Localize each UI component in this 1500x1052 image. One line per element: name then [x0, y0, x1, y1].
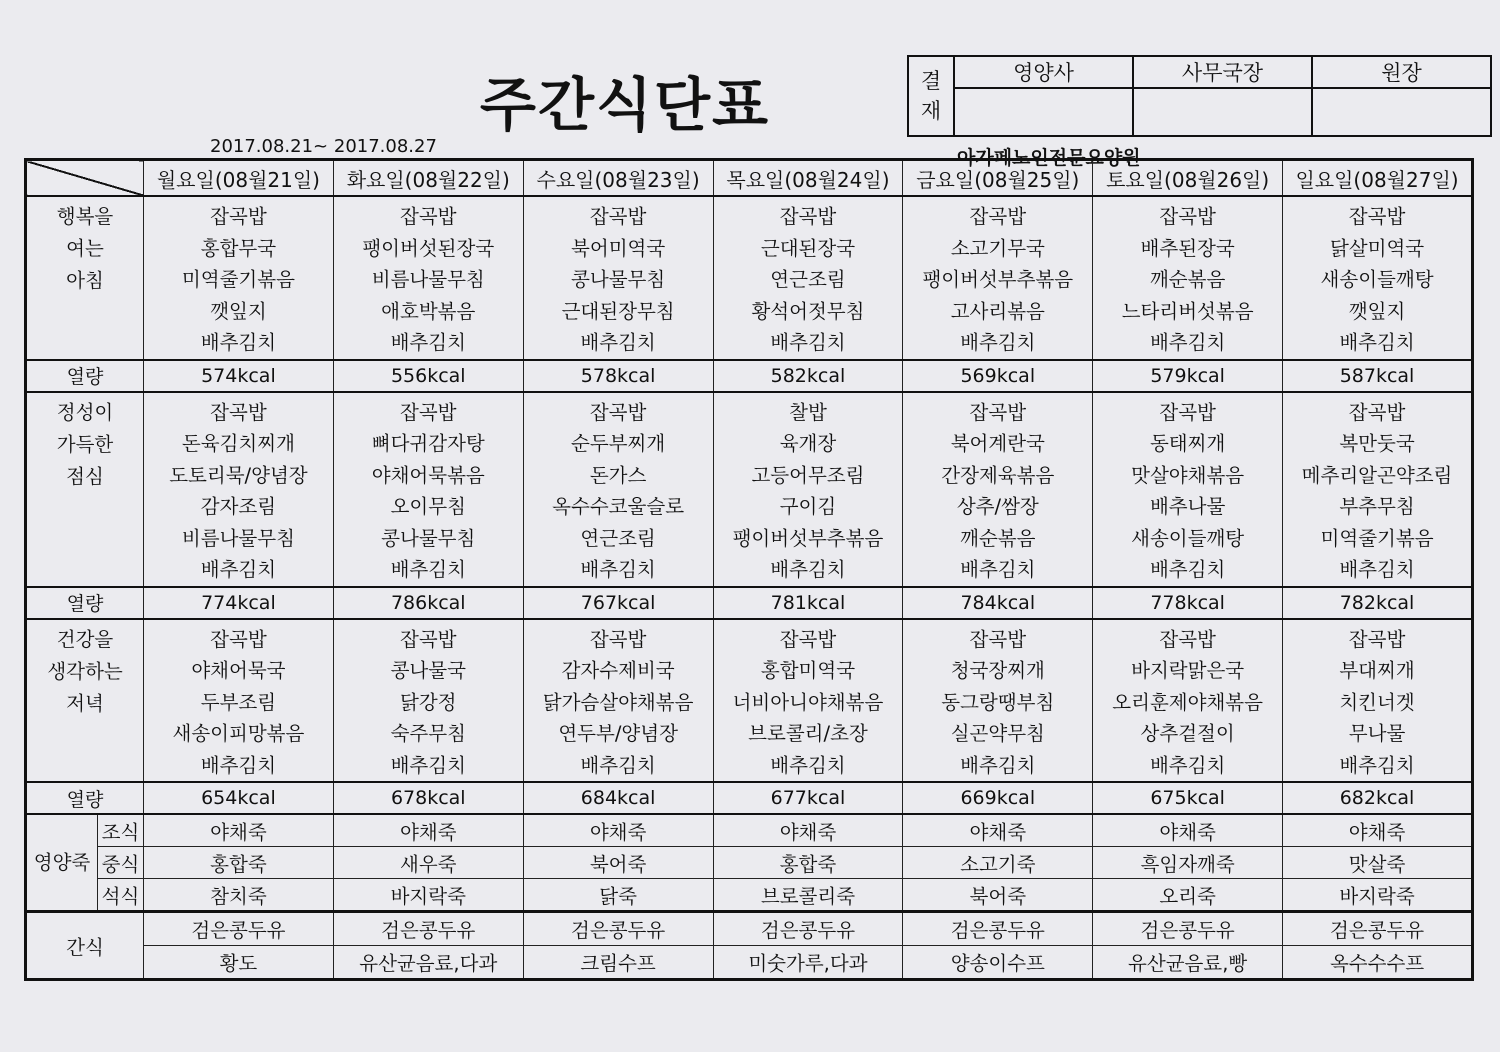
dish: 깨순볶음 [960, 526, 1036, 550]
approval-box [907, 55, 1492, 137]
dish: 잡곡밥 [589, 627, 647, 651]
dish: 치킨너겟 [1339, 690, 1415, 714]
dish: 닭살미역국 [1329, 236, 1425, 260]
dish: 근대된장무침 [561, 299, 675, 323]
dish: 야채어묵국 [191, 659, 286, 682]
dish: 배추김치 [390, 753, 466, 777]
menu-cell [1283, 392, 1473, 587]
dish: 잡곡밥 [210, 627, 267, 651]
kcal-value: 684kcal [523, 782, 713, 814]
porridge-item: 야채죽 [1093, 814, 1283, 847]
dish: 애호박볶음 [381, 299, 476, 323]
porridge-label [26, 814, 98, 912]
kcal-value: 778kcal [1093, 587, 1283, 619]
lunch-label [26, 392, 144, 587]
kcal-value: 784kcal [903, 587, 1093, 619]
porridge-item: 야채죽 [144, 814, 334, 847]
dish: 미역줄기볶음 [181, 268, 295, 291]
dish: 배추김치 [1149, 558, 1226, 581]
dish: 육개장 [779, 432, 837, 455]
day-header: 금요일(08월25일) [903, 160, 1093, 197]
kcal-value: 556kcal [333, 360, 523, 392]
dish: 구이김 [779, 495, 837, 518]
menu-cell [333, 196, 523, 360]
snack-item: 황도 [144, 946, 334, 980]
dish: 돈육김치찌개 [181, 432, 295, 455]
snack-item: 검은콩두유 [903, 912, 1093, 946]
menu-cell [144, 196, 334, 360]
dish: 돈가스 [589, 463, 647, 487]
dish: 배추김치 [580, 753, 656, 777]
dish: 배추김치 [200, 558, 277, 581]
menu-cell [903, 392, 1093, 587]
porridge-sub-label: 석식 [98, 879, 144, 912]
dish: 연근조림 [770, 268, 846, 291]
menu-cell [523, 196, 713, 360]
breakfast-kcal-row [26, 360, 1473, 392]
dish: 배추김치 [1339, 558, 1415, 581]
dish: 북어미역국 [571, 236, 666, 260]
organization-name: 아가페노인전문요양원 [957, 147, 1141, 169]
dish: 새송이들깨탕 [1131, 526, 1245, 550]
dish: 배추김치 [770, 331, 846, 354]
meal-label-line: 행복을 [56, 205, 114, 228]
day-header: 월요일(08월21일) [144, 160, 334, 197]
lunch-row [26, 392, 1473, 587]
meal-label-line: 가득한 [56, 432, 114, 456]
dish: 배추김치 [1149, 753, 1226, 777]
kcal-value: 774kcal [144, 587, 334, 619]
menu-cell [1283, 196, 1473, 360]
dish: 북어계란국 [950, 432, 1045, 455]
kcal-value: 579kcal [1093, 360, 1283, 392]
porridge-sub-label: 조식 [98, 814, 144, 847]
dish: 배추김치 [1339, 331, 1415, 354]
porridge-item: 홍합죽 [144, 847, 334, 879]
porridge-item: 브로콜리죽 [713, 879, 903, 912]
menu-cell [1283, 619, 1473, 783]
dish: 연두부/양념장 [558, 722, 678, 745]
dish: 오리훈제야채볶음 [1112, 690, 1263, 714]
menu-cell [144, 392, 334, 587]
dish: 비름나물무침 [371, 268, 485, 291]
dish: 소고기무국 [950, 236, 1045, 260]
kcal-label: 열량 [26, 587, 144, 619]
meal-label-line: 점심 [66, 464, 104, 488]
menu-cell [1093, 196, 1283, 360]
dish: 고등어무조림 [751, 463, 865, 487]
dish: 팽이버섯부추볶음 [732, 526, 884, 550]
kcal-value: 654kcal [144, 782, 334, 814]
approval-role-nutritionist: 영양사 [954, 56, 1133, 88]
porridge-item: 야채죽 [713, 814, 903, 847]
approval-side-char-2: 재 [920, 99, 942, 123]
kcal-label: 열량 [26, 782, 144, 814]
kcal-value: 781kcal [713, 587, 903, 619]
kcal-value: 587kcal [1283, 360, 1473, 392]
dish: 새송이피망볶음 [172, 722, 305, 745]
dish: 야채어묵볶음 [371, 463, 485, 487]
snack-item: 유산균음료,다과 [333, 946, 523, 980]
day-header: 목요일(08월24일) [713, 160, 903, 197]
dish: 잡곡밥 [1348, 400, 1406, 424]
kcal-value: 678kcal [333, 782, 523, 814]
kcal-value: 786kcal [333, 587, 523, 619]
dish: 숙주무침 [390, 722, 466, 745]
meal-label-line: 아침 [66, 269, 104, 292]
porridge-item: 맛살죽 [1283, 847, 1473, 879]
porridge-item: 바지락죽 [1283, 879, 1473, 912]
dish: 배추김치 [390, 331, 466, 354]
menu-cell [713, 619, 903, 783]
meal-label-line: 건강을 [56, 627, 114, 651]
porridge-row-dinner [26, 879, 1473, 912]
dish: 배추김치 [960, 558, 1036, 581]
dish: 배추김치 [200, 331, 277, 354]
porridge-label-part: 죽 [71, 850, 91, 874]
meal-label-line: 생각하는 [47, 659, 123, 683]
day-header: 화요일(08월22일) [333, 160, 523, 197]
dish: 잡곡밥 [1159, 400, 1216, 424]
porridge-item: 소고기죽 [903, 847, 1093, 879]
snack-item: 검은콩두유 [1093, 912, 1283, 946]
dish: 부추무침 [1339, 495, 1415, 518]
approval-role-director: 원장 [1312, 56, 1491, 88]
dish: 잡곡밥 [589, 205, 647, 228]
dish: 닭강정 [400, 690, 457, 714]
breakfast-row [26, 196, 1473, 360]
dish: 근대된장국 [760, 236, 856, 260]
dish: 배추김치 [770, 558, 846, 581]
dish: 잡곡밥 [589, 400, 647, 424]
dinner-kcal-row [26, 782, 1473, 814]
menu-cell [144, 619, 334, 783]
dish: 새송이들깨탕 [1320, 268, 1434, 291]
dish: 콩나물무침 [571, 268, 666, 291]
menu-cell [1093, 392, 1283, 587]
dish: 배추김치 [200, 753, 277, 777]
dish: 배추김치 [1149, 331, 1226, 354]
porridge-sub-label: 중식 [98, 847, 144, 879]
dish: 동태찌개 [1149, 432, 1226, 455]
porridge-item: 야채죽 [903, 814, 1093, 847]
kcal-value: 677kcal [713, 782, 903, 814]
dish: 순두부찌개 [571, 432, 666, 455]
dinner-label [26, 619, 144, 783]
snack-item: 크림수프 [523, 946, 713, 980]
kcal-value: 767kcal [523, 587, 713, 619]
dish: 실곤약무침 [950, 722, 1045, 745]
meal-label-line: 여는 [66, 237, 104, 260]
dish: 팽이버섯된장국 [362, 236, 495, 260]
menu-cell [333, 619, 523, 783]
porridge-row-breakfast [26, 814, 1473, 847]
page-title: 주간식단표 [479, 71, 771, 139]
dish: 잡곡밥 [969, 205, 1027, 228]
dish: 상추겉절이 [1140, 722, 1235, 745]
dish: 잡곡밥 [210, 400, 267, 424]
dish: 상추/쌈장 [956, 495, 1039, 518]
dish: 간장제육볶음 [941, 463, 1055, 487]
dish: 배추김치 [390, 558, 466, 581]
porridge-row-lunch [26, 847, 1473, 879]
kcal-value: 582kcal [713, 360, 903, 392]
kcal-value: 578kcal [523, 360, 713, 392]
porridge-label-part: 영양 [33, 850, 72, 874]
dish: 맛살야채볶음 [1131, 463, 1245, 487]
menu-cell [903, 619, 1093, 783]
porridge-item: 야채죽 [1283, 814, 1473, 847]
dish: 느타리버섯볶음 [1121, 299, 1254, 323]
dish: 잡곡밥 [969, 400, 1027, 424]
dish: 옥수수코울슬로 [552, 495, 685, 518]
porridge-item: 오리죽 [1093, 879, 1283, 912]
dish: 배추김치 [580, 331, 656, 354]
dish: 찰밥 [789, 400, 827, 424]
menu-cell [903, 196, 1093, 360]
meal-label-line: 저녁 [66, 691, 104, 715]
kcal-value: 682kcal [1283, 782, 1473, 814]
dish: 잡곡밥 [400, 205, 457, 228]
dish: 미역줄기볶음 [1320, 526, 1434, 550]
kcal-value: 569kcal [903, 360, 1093, 392]
dish: 배추김치 [580, 558, 656, 581]
dish: 팽이버섯부추볶음 [922, 268, 1074, 291]
dish: 두부조림 [200, 690, 277, 714]
dish: 무나물 [1348, 722, 1406, 745]
dish: 깨순볶음 [1149, 268, 1226, 291]
dish: 뼈다귀감자탕 [371, 432, 485, 455]
porridge-item: 홍합죽 [713, 847, 903, 879]
snack-item: 옥수수수프 [1283, 946, 1473, 980]
snack-item: 양송이수프 [903, 946, 1093, 980]
menu-cell [523, 392, 713, 587]
approval-sign-director[interactable] [1312, 88, 1491, 136]
porridge-item: 새우죽 [333, 847, 523, 879]
dish: 청국장찌개 [950, 659, 1045, 682]
snack-item: 검은콩두유 [523, 912, 713, 946]
kcal-value: 669kcal [903, 782, 1093, 814]
dish: 홍합무국 [200, 236, 277, 260]
approval-role-office-director: 사무국장 [1133, 56, 1312, 88]
snack-item: 미숫가루,다과 [713, 946, 903, 980]
dish: 콩나물무침 [381, 526, 476, 550]
kcal-value: 782kcal [1283, 587, 1473, 619]
dish: 오이무침 [390, 495, 466, 518]
dish: 고사리볶음 [950, 299, 1045, 323]
dish: 잡곡밥 [1159, 205, 1216, 228]
dish: 배추된장국 [1140, 236, 1235, 260]
menu-cell [333, 392, 523, 587]
snack-item: 검은콩두유 [1283, 912, 1473, 946]
dish: 황석어젓무침 [751, 299, 865, 323]
approval-side-char-1: 결 [920, 69, 942, 93]
approval-side-label [908, 56, 954, 136]
dish: 연근조림 [580, 526, 656, 550]
porridge-item: 야채죽 [333, 814, 523, 847]
dish: 감자수제비국 [561, 659, 675, 682]
dish: 비름나물무침 [181, 526, 295, 550]
dish: 잡곡밥 [1348, 205, 1406, 228]
dish: 도토리묵/양념장 [169, 463, 308, 487]
day-header: 일요일(08월27일) [1283, 160, 1473, 197]
lunch-kcal-row [26, 587, 1473, 619]
dish: 배추김치 [960, 753, 1036, 777]
porridge-item: 야채죽 [523, 814, 713, 847]
porridge-item: 바지락죽 [333, 879, 523, 912]
menu-cell [713, 196, 903, 360]
dinner-row [26, 619, 1473, 783]
dish: 깻잎지 [1348, 299, 1406, 323]
dish: 잡곡밥 [779, 205, 837, 228]
dish: 동그랑땡부침 [941, 690, 1055, 714]
dish: 복만둣국 [1339, 432, 1415, 455]
dish: 잡곡밥 [1159, 627, 1216, 651]
dish: 배추김치 [1339, 753, 1415, 777]
snack-item: 검은콩두유 [333, 912, 523, 946]
dish: 바지락맑은국 [1131, 659, 1245, 682]
snack-item: 검은콩두유 [713, 912, 903, 946]
dish: 콩나물국 [390, 659, 466, 682]
porridge-item: 참치죽 [144, 879, 334, 912]
dish: 배추나물 [1149, 495, 1226, 518]
dish: 너비아니야채볶음 [732, 690, 884, 714]
menu-cell [523, 619, 713, 783]
approval-sign-office-director[interactable] [1133, 88, 1312, 136]
dish: 잡곡밥 [969, 627, 1027, 651]
dish: 잡곡밥 [400, 400, 457, 424]
dish: 부대찌개 [1339, 659, 1415, 682]
porridge-item: 북어죽 [903, 879, 1093, 912]
dish: 배추김치 [770, 753, 846, 777]
dish: 브로콜리/초장 [748, 722, 868, 745]
dish: 감자조림 [200, 495, 277, 518]
dish: 잡곡밥 [779, 627, 837, 651]
breakfast-label [26, 196, 144, 360]
kcal-value: 675kcal [1093, 782, 1283, 814]
dish: 잡곡밥 [1348, 627, 1406, 651]
corner-diagonal-cell [26, 160, 144, 197]
dish: 배추김치 [960, 331, 1036, 354]
weekly-menu-table [24, 158, 1474, 981]
day-header: 토요일(08월26일) [1093, 160, 1283, 197]
menu-cell [713, 392, 903, 587]
snack-item: 검은콩두유 [144, 912, 334, 946]
dish: 잡곡밥 [400, 627, 457, 651]
porridge-item: 흑임자깨죽 [1093, 847, 1283, 879]
day-header: 수요일(08월23일) [523, 160, 713, 197]
day-header-row [26, 160, 1473, 197]
porridge-item: 북어죽 [523, 847, 713, 879]
dish: 깻잎지 [210, 299, 267, 323]
kcal-label: 열량 [26, 360, 144, 392]
porridge-item: 닭죽 [523, 879, 713, 912]
snack-label: 간식 [26, 912, 144, 980]
approval-sign-nutritionist[interactable] [954, 88, 1133, 136]
snack-row-2 [26, 946, 1473, 980]
kcal-value: 574kcal [144, 360, 334, 392]
menu-cell [1093, 619, 1283, 783]
dish: 닭가슴살야채볶음 [542, 690, 694, 714]
dish: 메추리알곤약조림 [1301, 463, 1453, 487]
snack-item: 유산균음료,빵 [1093, 946, 1283, 980]
meal-label-line: 정성이 [56, 400, 114, 424]
dish: 홍합미역국 [760, 659, 856, 682]
dish: 잡곡밥 [210, 205, 267, 228]
menu-period: 2017.08.21~ 2017.08.27 [210, 136, 437, 157]
snack-row-1 [26, 912, 1473, 946]
